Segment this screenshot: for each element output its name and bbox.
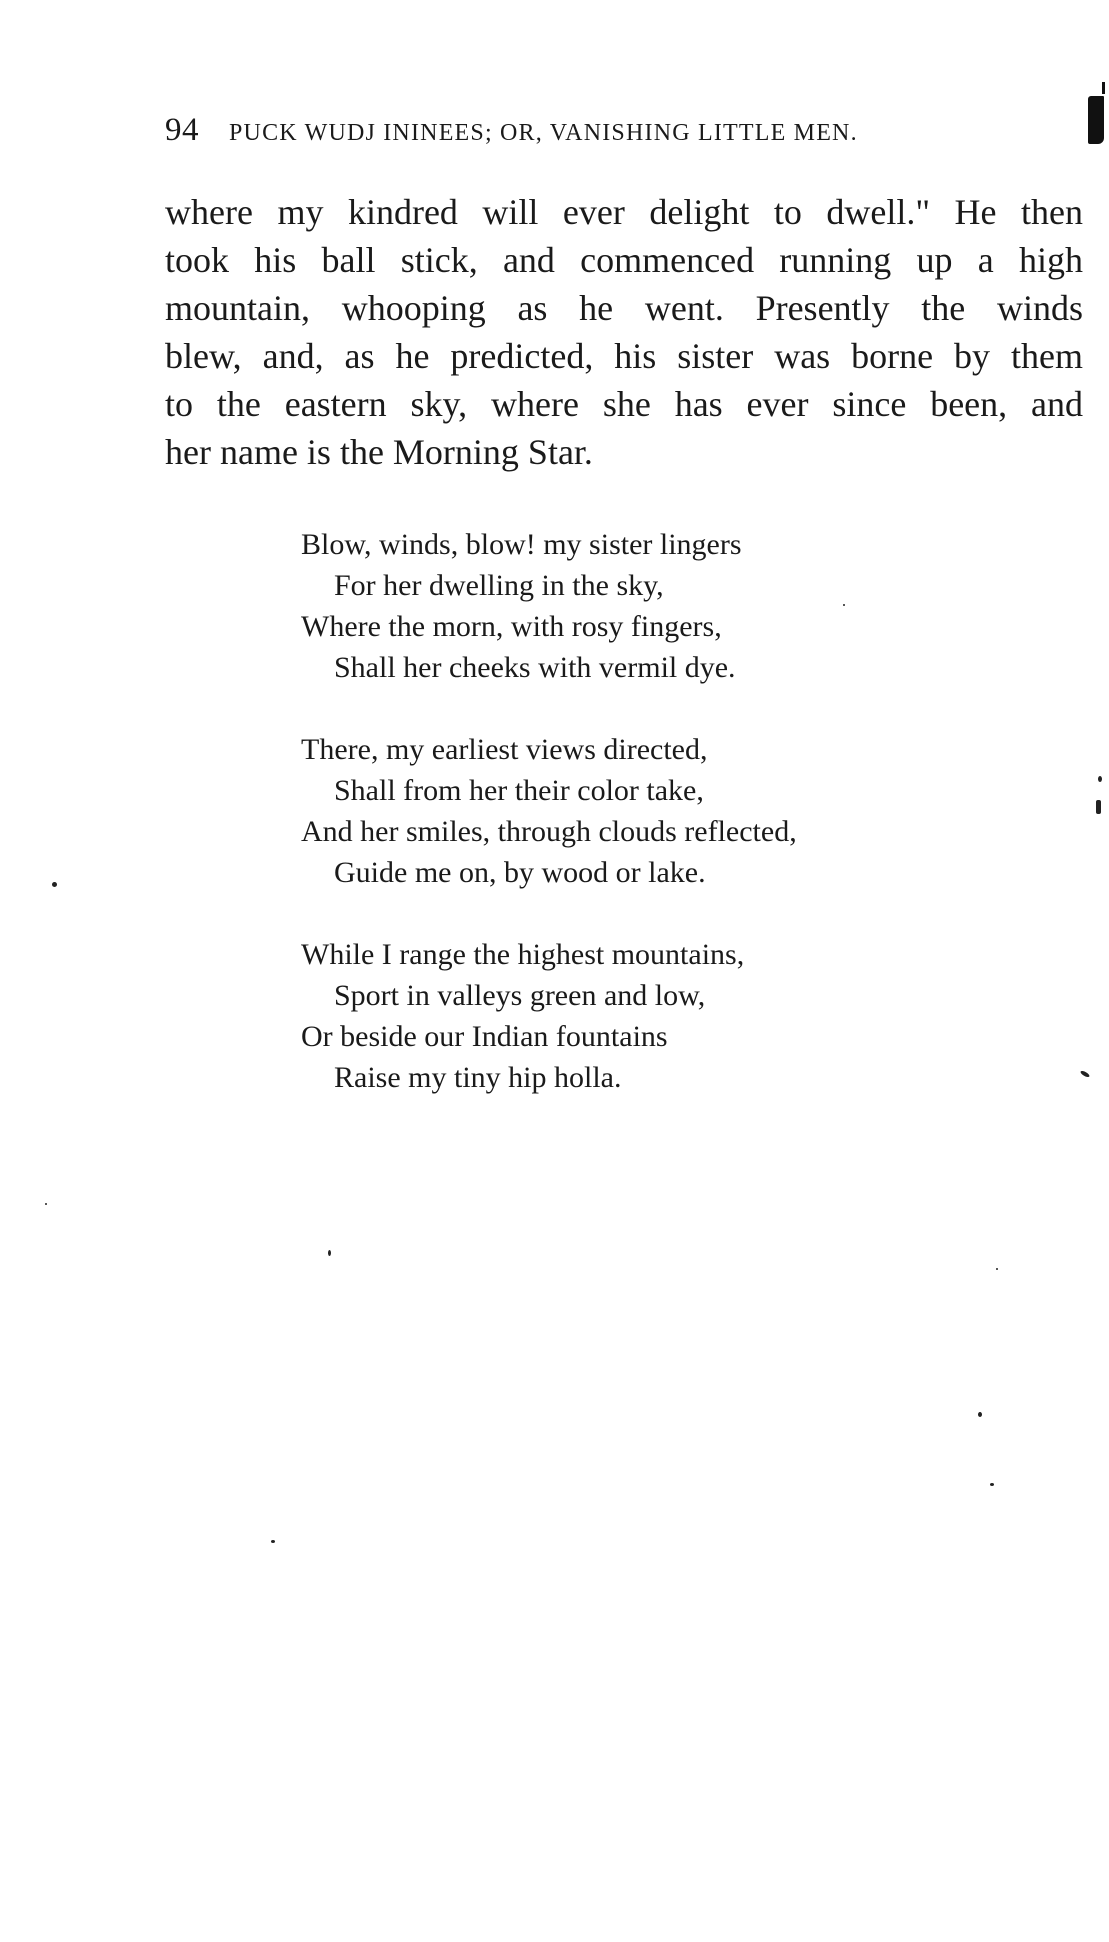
verse-line: Sport in valleys green and low, — [334, 979, 706, 1012]
prose-paragraph — [165, 188, 1083, 476]
running-head — [165, 112, 1070, 152]
scan-speck — [328, 1250, 331, 1256]
page-edge-mark — [1088, 96, 1104, 144]
verse-line: Guide me on, by wood or lake. — [334, 856, 706, 889]
page-edge-mark-small — [1102, 82, 1105, 94]
verse-line: Or beside our Indian fountains — [301, 1020, 668, 1053]
scan-speck — [1080, 1070, 1091, 1078]
poem-stanza-2 — [301, 729, 797, 893]
verse-line: Blow, winds, blow! my sister lingers — [301, 528, 742, 561]
scan-speck — [1096, 800, 1101, 814]
scan-speck — [1098, 776, 1102, 782]
scan-speck — [271, 1540, 275, 1543]
verse-line: Where the morn, with rosy fingers, — [301, 610, 722, 643]
scan-speck — [978, 1412, 982, 1417]
prose-line: to the eastern sky, where she has ever since been, and — [165, 384, 1083, 424]
verse-line: While I range the highest mountains, — [301, 938, 745, 971]
poem-stanza-3 — [301, 934, 797, 1098]
verse-line: Shall her cheeks with vermil dye. — [334, 651, 736, 684]
verse-line: Shall from her their color take, — [334, 774, 704, 807]
running-title: PUCK WUDJ ININEES; OR, VANISHING LITTLE MEN. — [229, 120, 858, 146]
scan-speck — [843, 604, 845, 606]
verse-line: Raise my tiny hip holla. — [334, 1061, 622, 1094]
prose-line: mountain, whooping as he went. Presently the winds — [165, 288, 1083, 328]
prose-line: her name is the Morning Star. — [165, 432, 593, 472]
verse-line: There, my earliest views directed, — [301, 733, 708, 766]
verse-line: And her smiles, through clouds reflected, — [301, 815, 797, 848]
prose-line: blew, and, as he predicted, his sister was borne by them — [165, 336, 1083, 376]
scan-speck — [52, 882, 57, 887]
scan-speck — [996, 1268, 998, 1270]
prose-line: where my kindred will ever delight to dwell." He then — [165, 192, 1083, 232]
page-number: 94 — [165, 112, 199, 148]
poem — [301, 524, 797, 1139]
poem-stanza-1 — [301, 524, 797, 688]
verse-line: For her dwelling in the sky, — [334, 569, 664, 602]
prose-line: took his ball stick, and commenced running up a high — [165, 240, 1083, 280]
scan-speck — [990, 1483, 994, 1486]
scan-speck — [45, 1203, 47, 1205]
